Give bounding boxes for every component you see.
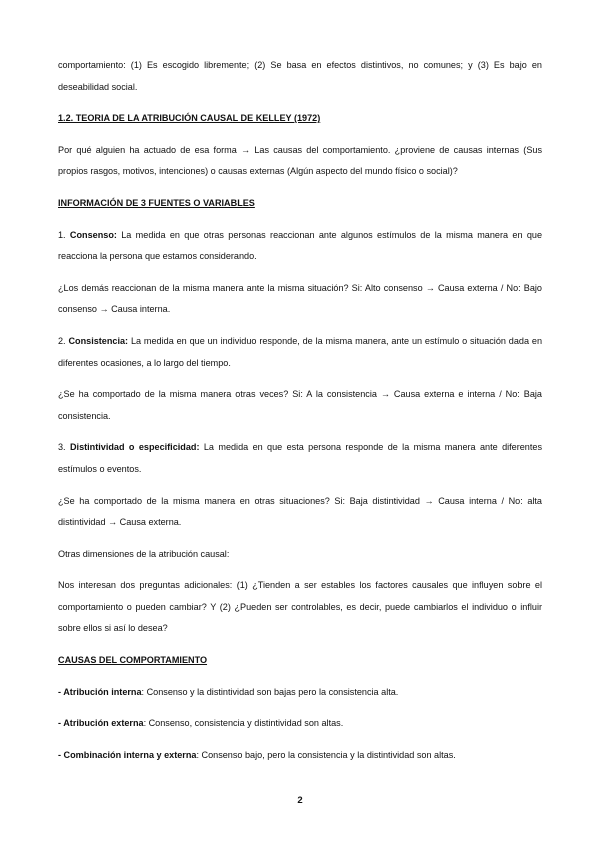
distintividad-paragraph	[58, 437, 542, 480]
causes-heading: CAUSAS DEL COMPORTAMIENTO	[58, 655, 208, 666]
cause-combined-text: : Consenso bajo, pero la consistencia y la distintividad son altas.	[196, 749, 456, 760]
additional-questions: Nos interesan dos preguntas adicionales: (1) ¿Tienden a ser estables los factores causales que influyen sobre el comportamiento o pueden cambiar? Y (2) ¿Pueden ser controlables, es decir, puede cambiarlos el individuo o influir sobre ellos si así lo desea?	[58, 580, 542, 634]
cause-internal-text: : Consenso y la distintividad son bajas pero la consistencia alta.	[141, 686, 399, 697]
consenso-number: 1.	[58, 229, 70, 240]
cause-external	[58, 713, 542, 735]
consistencia-paragraph	[58, 331, 542, 374]
document-page	[58, 55, 542, 766]
consenso-question: ¿Los demás reaccionan de la misma manera ante la misma situación? Si: Alto consenso → Causa externa / No: Bajo consenso → Causa interna.	[58, 282, 542, 315]
other-dimensions: Otras dimensiones de la atribución causal:	[58, 548, 230, 559]
cause-external-text: : Consenso, consistencia y distintividad son altas.	[143, 718, 344, 729]
distintividad-definition: La medida en que esta persona responde de la misma manera ante diferentes estímulos o eventos.	[58, 442, 543, 474]
distintividad-term: Distintividad o especificidad:	[69, 442, 200, 453]
cause-external-term: - Atribución externa	[58, 718, 144, 729]
consistencia-number: 2.	[58, 335, 69, 346]
consenso-definition: La medida en que otras personas reaccionan ante algunos estímulos de la misma manera en que reacciona la persona que estamos considerando.	[58, 229, 542, 262]
consenso-term: Consenso:	[69, 229, 117, 240]
section-title: 1.2. TEORIA DE LA ATRIBUCIÓN CAUSAL DE KELLEY (1972)	[58, 113, 321, 124]
page-number: 2	[297, 795, 303, 806]
cause-internal	[58, 682, 542, 704]
cause-combined	[58, 745, 542, 767]
sources-heading: INFORMACIÓN DE 3 FUENTES O VARIABLES	[58, 197, 255, 208]
distintividad-number: 3.	[58, 442, 70, 453]
distintividad-question: ¿Se ha comportado de la misma manera en otras situaciones? Si: Baja distintividad → Causa interna / No: alta distintividad → Causa externa.	[58, 495, 542, 528]
cause-internal-term: - Atribución interna	[58, 686, 142, 697]
intro-paragraph: comportamiento: (1) Es escogido libremente; (2) Se basa en efectos distintivos, no comunes; y (3) Es bajo en deseabilidad social.	[58, 60, 542, 92]
cause-combined-term: - Combinación interna y externa	[58, 749, 197, 760]
consistencia-definition: La medida en que un individuo responde, de la misma manera, ante un estímulo o situación dada en diferentes ocasiones, a lo largo del tiempo.	[58, 335, 542, 368]
consistencia-question: ¿Se ha comportado de la misma manera otras veces? Si: A la consistencia → Causa externa e interna / No: Baja consistencia.	[58, 389, 542, 421]
consistencia-term: Consistencia:	[68, 335, 129, 346]
consenso-paragraph	[58, 225, 542, 268]
section-intro: Por qué alguien ha actuado de esa forma → Las causas del comportamiento. ¿proviene de causas internas (Sus propios rasgos, motivos, intenciones) o causas externas (Algún aspecto del mundo físico o social)?	[58, 144, 542, 177]
